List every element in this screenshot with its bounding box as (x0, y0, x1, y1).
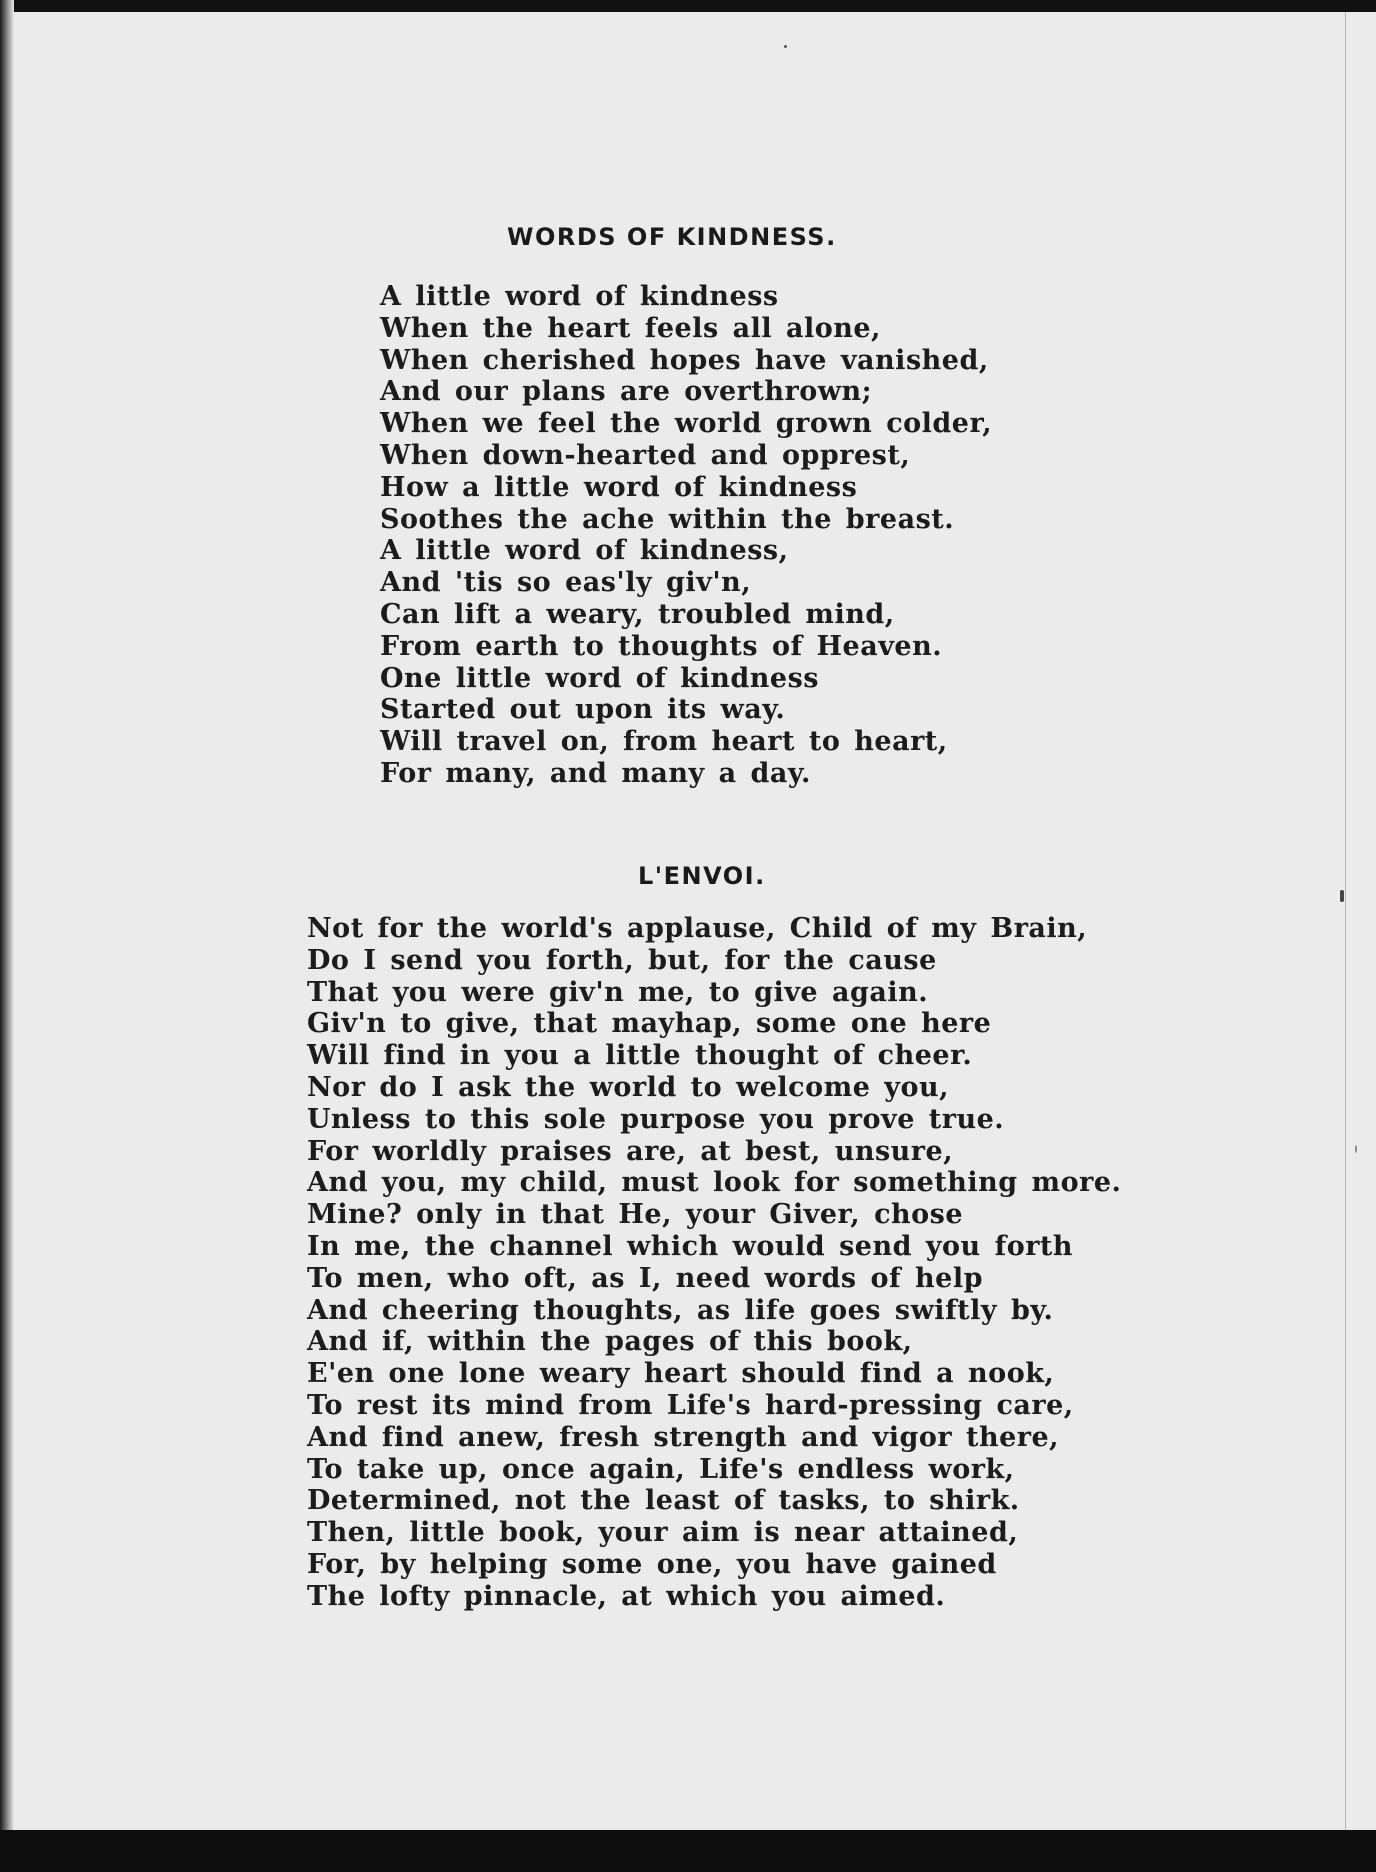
poem-line: And our plans are overthrown; (380, 376, 873, 408)
poem-line: In me, the channel which would send you forth (307, 1230, 1074, 1262)
poem-line: And 'tis so eas'ly giv'n, (380, 567, 752, 599)
page-fold-line (1345, 12, 1346, 1830)
scan-border-top (0, 0, 1376, 12)
poem-line: When the heart feels all alone, (380, 312, 881, 344)
poem-line: Nor do I ask the world to welcome you, (307, 1071, 950, 1103)
poem-line: To men, who oft, as I, need words of help (307, 1262, 983, 1294)
scan-border-left (0, 0, 14, 1872)
poem-line: Mine? only in that He, your Giver, chose (307, 1199, 964, 1231)
ink-speck (1340, 890, 1344, 902)
poem-line: Unless to this sole purpose you prove true. (307, 1103, 1005, 1135)
poem-line: Not for the world's applause, Child of my Brain, (307, 913, 1088, 944)
poem-title-lenvoi: L'ENVOI. (638, 862, 766, 890)
ink-speck (1355, 1145, 1357, 1153)
poem-line: And you, my child, must look for something more. (307, 1167, 1122, 1199)
poem-line: E'en one lone weary heart should find a nook, (307, 1358, 1055, 1390)
poem-line: When we feel the world grown colder, (380, 408, 993, 440)
ink-speck (784, 45, 787, 48)
poem-line: Then, little book, your aim is near attained, (307, 1517, 1019, 1549)
poem-line: When down-hearted and opprest, (380, 439, 911, 471)
poem-line: The lofty pinnacle, at which you aimed. (307, 1580, 946, 1612)
poem-line: For worldly praises are, at best, unsure, (307, 1135, 954, 1167)
poem-line: Will travel on, from heart to heart, (380, 726, 948, 758)
poem-line: Do I send you forth, but, for the cause (307, 944, 937, 976)
poem-line: One little word of kindness (380, 662, 819, 694)
poem-line: And cheering thoughts, as life goes swiftly by. (307, 1294, 1054, 1326)
poem-line: For many, and many a day. (380, 757, 811, 789)
poem-line: To take up, once again, Life's endless work, (307, 1453, 1015, 1485)
poem-line: From earth to thoughts of Heaven. (380, 630, 943, 662)
scan-border-bottom (0, 1830, 1376, 1872)
poem-line: Determined, not the least of tasks, to shirk. (307, 1485, 1020, 1517)
poem-line: Can lift a weary, troubled mind, (380, 598, 895, 630)
poem-line: Giv'n to give, that mayhap, some one here (307, 1008, 992, 1040)
poem-line: Soothes the ache within the breast. (380, 503, 955, 535)
poem-line: A little word of kindness, (380, 535, 789, 567)
poem-line: To rest its mind from Life's hard-pressing care, (307, 1389, 1074, 1421)
poem-line: Started out upon its way. (380, 694, 786, 726)
poem-line: And find anew, fresh strength and vigor there, (307, 1421, 1060, 1453)
poem-words-of-kindness (380, 281, 992, 790)
poem-line: A little word of kindness (380, 281, 779, 312)
poem-line: And if, within the pages of this book, (307, 1326, 913, 1358)
poem-line: When cherished hopes have vanished, (380, 344, 989, 376)
poem-title-words-of-kindness: WORDS OF KINDNESS. (507, 223, 837, 251)
poem-line: How a little word of kindness (380, 471, 858, 503)
poem-line: Will find in you a little thought of cheer. (307, 1040, 973, 1072)
poem-line: That you were giv'n me, to give again. (307, 976, 929, 1008)
poem-lenvoi (307, 913, 1121, 1613)
poem-line: For, by helping some one, you have gained (307, 1548, 997, 1580)
